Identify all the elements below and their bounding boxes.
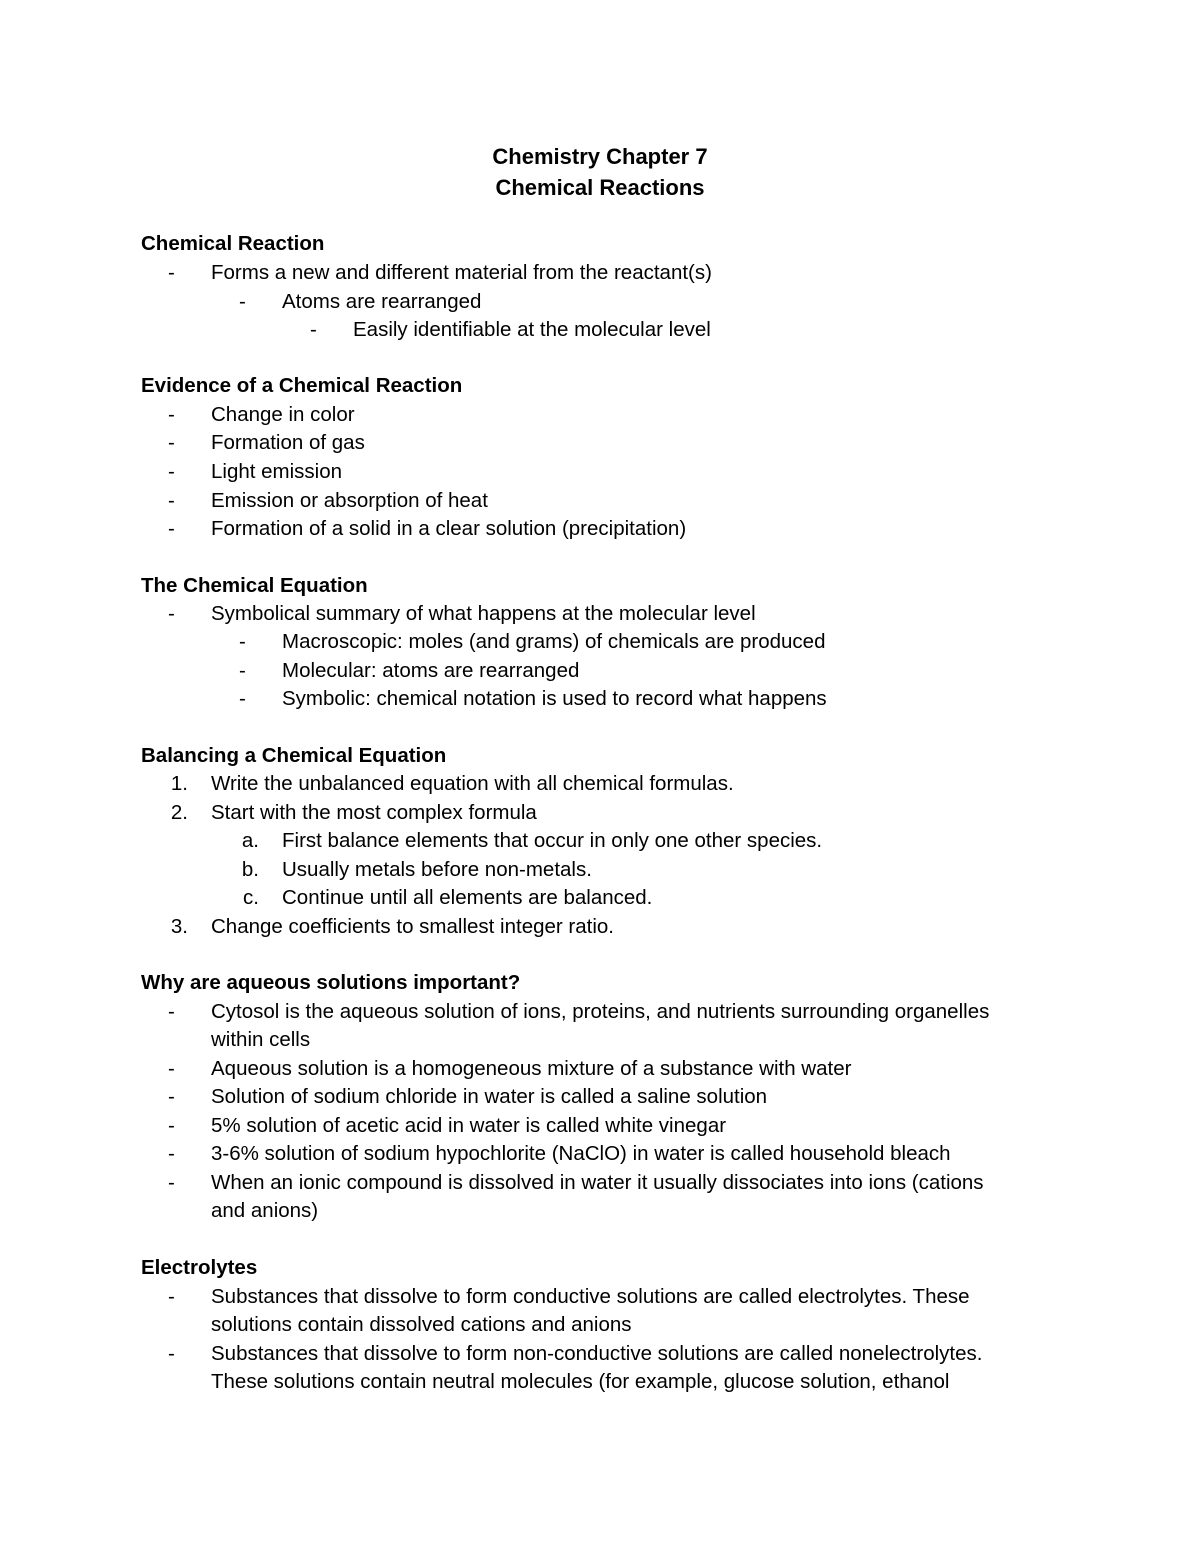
section-heading-chemical-reaction: Chemical Reaction bbox=[141, 232, 325, 255]
list-item-text: Usually metals before non-metals. bbox=[282, 858, 592, 881]
list-item-text: These solutions contain neutral molecules (for example, glucose solution, ethanol bbox=[211, 1370, 950, 1393]
bullet-dash: - bbox=[239, 630, 246, 653]
list-item-text: Cytosol is the aqueous solution of ions, proteins, and nutrients surrounding organelles bbox=[211, 1000, 990, 1023]
list-letter: c. bbox=[243, 886, 259, 909]
list-item-text: Substances that dissolve to form non-conductive solutions are called nonelectrolytes. bbox=[211, 1342, 983, 1365]
list-item-text: Formation of gas bbox=[211, 431, 365, 454]
list-item-text: 5% solution of acetic acid in water is called white vinegar bbox=[211, 1114, 727, 1137]
list-item-text: Forms a new and different material from the reactant(s) bbox=[211, 261, 712, 284]
section-heading-balancing: Balancing a Chemical Equation bbox=[141, 744, 447, 767]
bullet-dash: - bbox=[168, 1085, 175, 1108]
list-item-text: solutions contain dissolved cations and anions bbox=[211, 1313, 632, 1336]
bullet-dash: - bbox=[168, 1057, 175, 1080]
list-item-text: Atoms are rearranged bbox=[282, 290, 482, 313]
document-title: Chemistry Chapter 7 bbox=[492, 144, 708, 169]
section-heading-electrolytes: Electrolytes bbox=[141, 1256, 258, 1279]
list-item-text: Aqueous solution is a homogeneous mixture of a substance with water bbox=[211, 1057, 852, 1080]
list-number: 3. bbox=[170, 915, 188, 938]
list-item-text: Formation of a solid in a clear solution (precipitation) bbox=[211, 517, 687, 540]
list-item-text: Molecular: atoms are rearranged bbox=[282, 659, 580, 682]
section-heading-chemical-equation: The Chemical Equation bbox=[141, 574, 368, 597]
list-letter: b. bbox=[241, 858, 259, 881]
bullet-dash: - bbox=[168, 1171, 175, 1194]
list-item-text: within cells bbox=[211, 1028, 311, 1051]
list-item-text: Symbolic: chemical notation is used to record what happens bbox=[282, 687, 827, 710]
list-item-text: and anions) bbox=[211, 1199, 319, 1222]
bullet-dash: - bbox=[310, 318, 317, 341]
list-item-text: When an ionic compound is dissolved in water it usually dissociates into ions (cations bbox=[211, 1171, 984, 1194]
bullet-dash: - bbox=[239, 687, 246, 710]
section-heading-evidence: Evidence of a Chemical Reaction bbox=[141, 374, 463, 397]
bullet-dash: - bbox=[168, 460, 175, 483]
list-item-text: Symbolical summary of what happens at the molecular level bbox=[211, 602, 756, 625]
list-number: 1. bbox=[170, 772, 188, 795]
list-letter: a. bbox=[241, 829, 259, 852]
list-number: 2. bbox=[170, 801, 188, 824]
bullet-dash: - bbox=[168, 1342, 175, 1365]
bullet-dash: - bbox=[168, 1114, 175, 1137]
list-item-text: Change coefficients to smallest integer ratio. bbox=[211, 915, 615, 938]
list-item-text: Emission or absorption of heat bbox=[211, 489, 488, 512]
bullet-dash: - bbox=[168, 261, 175, 284]
bullet-dash: - bbox=[168, 1000, 175, 1023]
list-item-text: Substances that dissolve to form conductive solutions are called electrolytes. These bbox=[211, 1285, 970, 1308]
list-item-text: 3-6% solution of sodium hypochlorite (NaClO) in water is called household bleach bbox=[211, 1142, 951, 1165]
bullet-dash: - bbox=[168, 1285, 175, 1308]
bullet-dash: - bbox=[168, 602, 175, 625]
list-item-text: Write the unbalanced equation with all chemical formulas. bbox=[211, 772, 734, 795]
section-heading-aqueous: Why are aqueous solutions important? bbox=[141, 971, 521, 994]
bullet-dash: - bbox=[168, 489, 175, 512]
list-item-text: Light emission bbox=[211, 460, 343, 483]
list-item-text: Continue until all elements are balanced. bbox=[282, 886, 653, 909]
list-item-text: Start with the most complex formula bbox=[211, 801, 537, 824]
list-item-text: Solution of sodium chloride in water is called a saline solution bbox=[211, 1085, 768, 1108]
list-item-text: First balance elements that occur in only one other species. bbox=[282, 829, 823, 852]
bullet-dash: - bbox=[239, 290, 246, 313]
bullet-dash: - bbox=[168, 517, 175, 540]
bullet-dash: - bbox=[239, 659, 246, 682]
bullet-dash: - bbox=[168, 1142, 175, 1165]
bullet-dash: - bbox=[168, 403, 175, 426]
bullet-dash: - bbox=[168, 431, 175, 454]
list-item-text: Change in color bbox=[211, 403, 355, 426]
document-subtitle: Chemical Reactions bbox=[495, 175, 705, 200]
list-item-text: Macroscopic: moles (and grams) of chemicals are produced bbox=[282, 630, 826, 653]
list-item-text: Easily identifiable at the molecular level bbox=[353, 318, 711, 341]
